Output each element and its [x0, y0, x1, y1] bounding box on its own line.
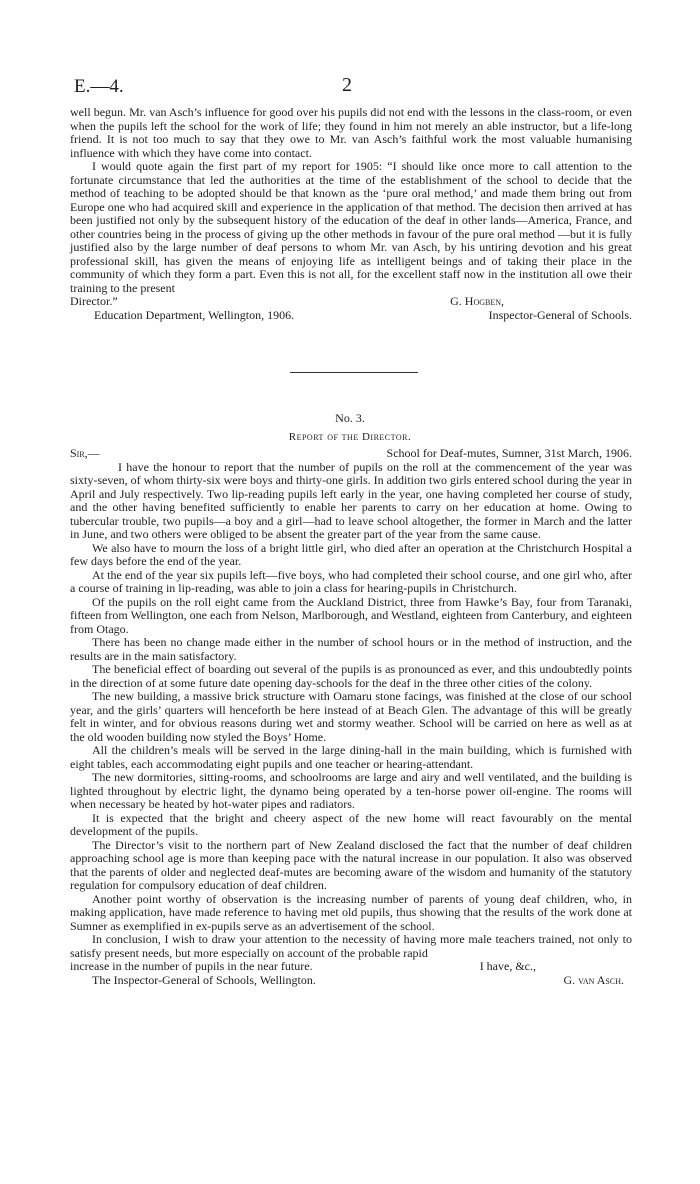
- paragraph: We also have to mourn the loss of a bright little girl, who died after an operation at the Christchurch Hospital a few days before the end of the year.: [70, 540, 632, 568]
- report-title: Report of the Director.: [288, 431, 412, 443]
- signature-details: [70, 309, 632, 323]
- signatory-title: Inspector-General of Schools.: [488, 307, 632, 322]
- paragraph-end: Director.”: [70, 294, 118, 308]
- signatory-name: G. van Asch.: [563, 972, 624, 987]
- paragraph-end: increase in the number of pupils in the near future.: [70, 959, 313, 973]
- paragraph: well begun. Mr. van Asch’s influence for good over his pupils did not end with the lessons in the class-room, or even when the pupils left the school for the work of life; they found in him not merely an able instructor, but a life-long friend. It is not too much to say that they owe to Mr. van Asch’s faithful work the most valuable humanising influence with which they have come into contact.: [70, 105, 632, 160]
- signatory-name: G. Hogben,: [450, 294, 504, 308]
- paper-code: E.—4.: [74, 76, 124, 97]
- salutation: Sir,—: [70, 446, 100, 460]
- paragraph: Of the pupils on the roll eight came from the Auckland District, three from Hawke’s Bay, four from Taranaki, fifteen from Wellington, one each from Nelson, Marlborough, and Westland, eighteen from Canterbury, and eighteen from Otago.: [70, 594, 632, 636]
- section-divider: [290, 372, 418, 373]
- paragraph: I would quote again the first part of my report for 1905: “I should like once more to call attention to the fortunate circumstance that led the authorities at the time of the establishment of the school to decide that the method of teaching to be adopted should be that known as the ‘pure oral method,’ and made them bring out from Europe one who had acquired skill and experience in the application of that method. The decision then arrived at has been justified not only by the subsequent history of the education of the deaf in other lands—America, France, and other countries being in the process of giving up the other methods in favour of the pure oral method —but it is fully justified also by the large number of deaf persons to whom Mr. van Asch, by his untiring devotion and his great professional skill, has given the means of enjoying life as intelligent beings and of taking their place in the community of which they form a part. Even this is not all, for the excellent staff now in the institution all owe their training to the present: [70, 159, 632, 295]
- paragraph: The new dormitories, sitting-rooms, and schoolrooms are large and airy and well ventilated, and the building is lighted throughout by electric light, the dynamo being operated by a ten-horse power oil-engine. The rooms will when necessary be heated by hot-water pipes and radiators.: [70, 770, 632, 811]
- paragraph: I have the honour to report that the number of pupils on the roll at the commencement of the year was sixty-seven, of whom thirty-six were boys and thirty-one girls. In addition two girls entered school during the year in April and July respectively. Two lip-reading pupils left early in the year, one having completed her course of study, and the other having benefited sufficiently to enable her parents to carry on her education at home. Owing to tubercular trouble, two pupils—a boy and a girl—had to leave school altogether, the former in March and the latter in June, and two others were obliged to be absent the greater part of the year from the same cause.: [70, 459, 632, 541]
- paragraph: The Director’s visit to the northern part of New Zealand disclosed the fact that the number of deaf children approaching school age is more than keeping pace with the natural increase in our population. It also was observed that the parents of older and neglected deaf-mutes are becoming aware of the wisdom and humanity of the statutory regulation for compulsory education of deaf children.: [70, 837, 632, 892]
- paragraph: The beneficial effect of boarding out several of the pupils is as pronounced as ever, and this undoubtedly points in the direction of at some future date opening day-schools for the deaf in the three other cities of the colony.: [70, 662, 632, 690]
- place-date: Education Department, Wellington, 1906.: [94, 307, 295, 322]
- page-number: 2: [342, 74, 352, 96]
- addressee: The Inspector-General of Schools, Wellington.: [92, 972, 316, 987]
- closing: I have, &c.,: [479, 959, 536, 973]
- paragraph: At the end of the year six pupils left—five boys, who had completed their school course, and one girl who, after a course of training in lip-reading, was able to join a class for hearing-pupils in Christchurch.: [70, 567, 632, 595]
- signature-line: [70, 295, 632, 309]
- paragraph: Another point worthy of observation is the increasing number of parents of young deaf children, who, in making application, have made reference to having met old pupils, thus showing that the results of the work done at Sumner as exemplified in ex-pupils serve as an advertisement of the school.: [70, 891, 632, 933]
- section-director-report: [70, 447, 632, 987]
- salutation-line: [70, 447, 632, 461]
- paragraph: The new building, a massive brick structure with Oamaru stone facings, was finished at the close of our school year, and the girls’ quarters will henceforth be here instead of at Beach Glen. The advantage of this will be greatly felt in winter, and for obvious reasons during wet and stormy weather. School will be carried on here as well as at the old wooden building now styled the Boys’ Home.: [70, 689, 632, 744]
- closing-line: [70, 960, 632, 974]
- section-inspector-report: [70, 106, 632, 322]
- paragraph: In conclusion, I wish to draw your attention to the necessity of having more male teachers trained, not only to satisfy present needs, but more especially on account of the probable rapid: [70, 932, 632, 960]
- document-number: No. 3.: [335, 411, 365, 425]
- paragraph: There has been no change made either in the number of school hours or in the method of instruction, and the results are in the main satisfactory.: [70, 635, 632, 663]
- paragraph: It is expected that the bright and cheery aspect of the new home will react favourably on the mental development of the pupils.: [70, 810, 632, 838]
- signature-line: [70, 974, 632, 988]
- paragraph: All the children’s meals will be served in the large dining-hall in the main building, which is furnished with eight tables, each accommodating eight pupils and one teacher or hearing-attendant.: [70, 743, 632, 771]
- address-date: School for Deaf-mutes, Sumner, 31st March, 1906.: [386, 446, 632, 460]
